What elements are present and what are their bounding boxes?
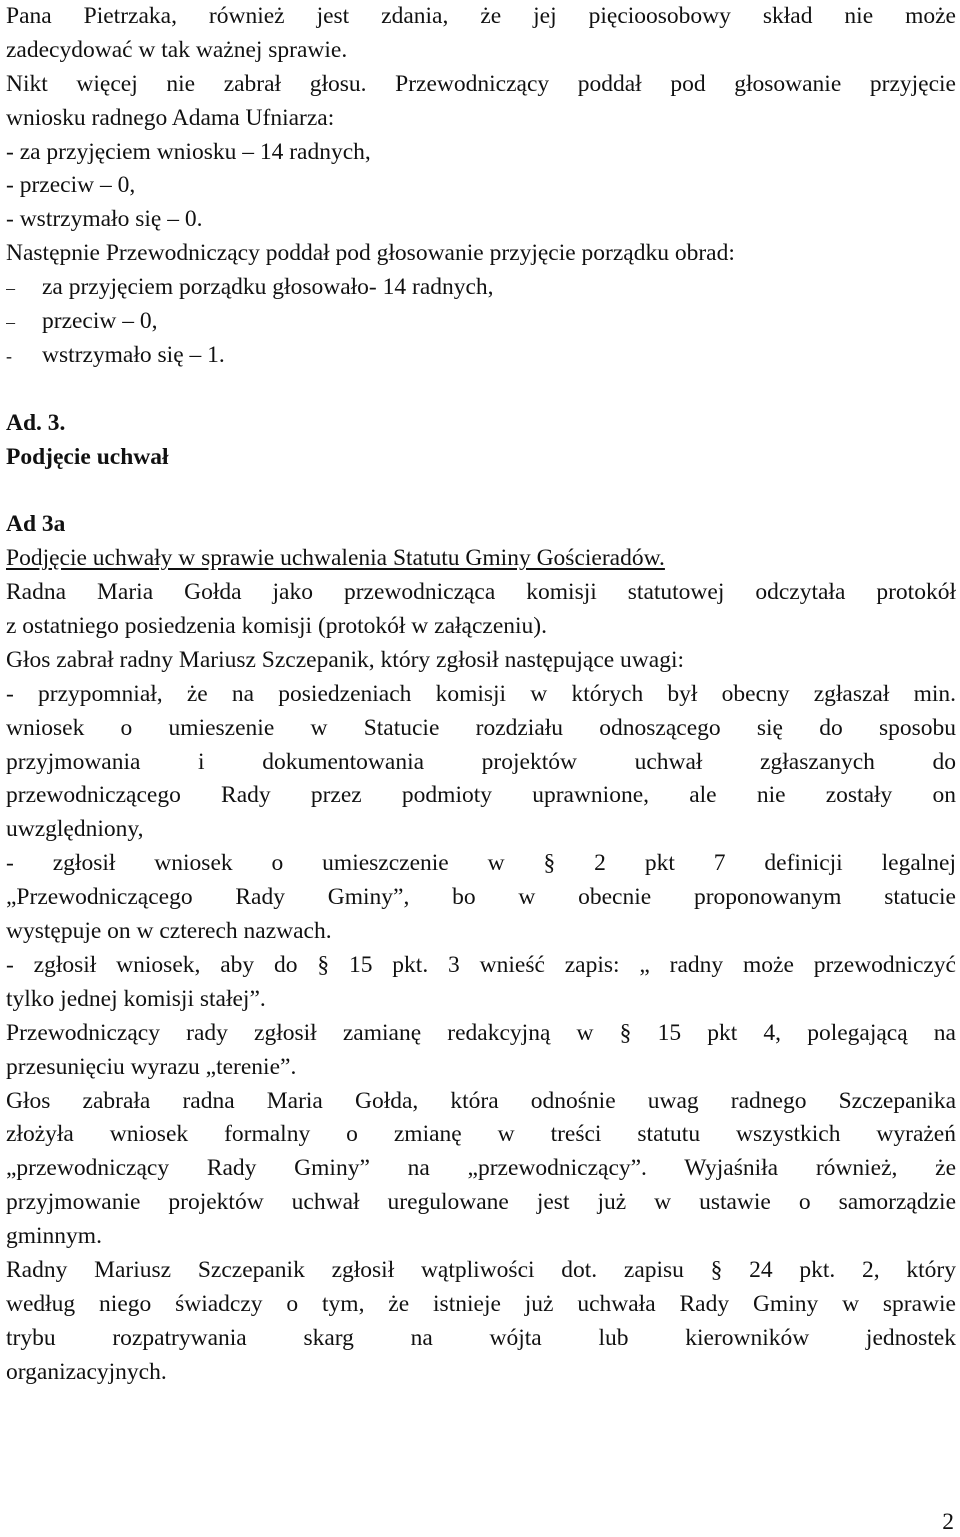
text-line: Pana Pietrzaka, również jest zdania, że jej pięcioosobowy skład nie może (6, 3, 956, 29)
vote-list (6, 271, 956, 373)
text-line: „Przewodniczącego Rady Gminy”, bo w obecnie proponowanym statucie (6, 884, 956, 911)
text-line: Następnie Przewodniczący poddał pod głosowanie przyjęcie porządku obrad: (6, 240, 735, 267)
text-line: złożyła wniosek formalny o zmianę w treści statutu wszystkich wyrażeń (6, 1121, 956, 1148)
text-line: przyjmowanie projektów uchwał uregulowane jest już w ustawie o samorządzie (6, 1189, 956, 1216)
dash-bullet: - (6, 345, 12, 366)
text-line: - za przyjęciem wniosku – 14 radnych, (6, 138, 371, 165)
text-line: Radny Mariusz Szczepanik zgłosił wątpliwości dot. zapisu § 24 pkt. 2, który (6, 1256, 956, 1283)
text-line: Głos zabrał radny Mariusz Szczepanik, który zgłosił następujące uwagi: (6, 646, 685, 673)
text-line: z ostatniego posiedzenia komisji (protokół w załączeniu). (6, 613, 547, 640)
text-line: przewodniczącego Rady przez podmioty uprawnione, ale nie zostały on (6, 782, 956, 809)
text-line: według niego świadczy o tym, że istnieje już uchwała Rady Gminy w sprawie (6, 1290, 956, 1317)
text-line: - zgłosił wniosek o umieszczenie w § 2 pkt 7 definicji legalnej (6, 850, 956, 877)
text-line: tylko jednej komisji stałej”. (6, 985, 266, 1012)
text-line: „przewodniczący Rady Gminy” na „przewodniczący”. Wyjaśniła również, że (6, 1155, 956, 1182)
text-line: Przewodniczący rady zgłosił zamianę redakcyjną w § 15 pkt 4, polegającą na (6, 1019, 956, 1046)
text-line: - wstrzymało się – 0. (6, 206, 203, 233)
vote-item (6, 271, 956, 305)
text-line: trybu rozpatrywania skarg na wójta lub kierowników jednostek (6, 1324, 956, 1351)
document-page (6, 0, 956, 1390)
text-line: Nikt więcej nie zabrał głosu. Przewodniczący poddał pod głosowanie przyjęcie (6, 70, 956, 97)
dash-bullet: – (6, 312, 15, 333)
section-number: Ad. 3. (6, 409, 66, 436)
vote-item-text: wstrzymało się – 1. (42, 341, 225, 368)
subsection-number: Ad 3a (6, 511, 66, 538)
text-line: Głos zabrała radna Maria Gołda, która odnośnie uwag radnego Szczepanika (6, 1087, 956, 1114)
subsection-title: Podjęcie uchwały w sprawie uchwalenia Statutu Gminy Gościeradów. (6, 545, 665, 572)
dash-bullet: – (6, 278, 15, 299)
vote-item-text: przeciw – 0, (42, 308, 158, 335)
text-line: Radna Maria Gołda jako przewodnicząca komisji statutowej odczytała protokół (6, 579, 956, 606)
discussion-paragraphs (6, 576, 956, 1389)
text-line: - przypomniał, że na posiedzeniach komisji w których był obecny zgłaszał min. (6, 680, 956, 707)
text-line: gminnym. (6, 1223, 102, 1250)
text-line: wniosku radnego Adama Ufniarza: (6, 104, 335, 131)
text-line: - zgłosił wniosek, aby do § 15 pkt. 3 wnieść zapis: „ radny może przewodniczyć (6, 951, 956, 978)
text-line: przesunięciu wyrazu „terenie”. (6, 1053, 297, 1080)
text-line: organizacyjnych. (6, 1358, 167, 1385)
vote-item-text: za przyjęciem porządku głosowało- 14 radnych, (42, 274, 494, 301)
text-line: przyjmowania i dokumentowania projektów uchwał zgłaszanych do (6, 748, 956, 775)
spacer (6, 373, 956, 407)
page-number: 2 (942, 1509, 954, 1535)
vote-item (6, 305, 956, 339)
text-line: zadecydować w tak ważnej sprawie. (6, 36, 348, 63)
spacer (6, 474, 956, 508)
vote-item (6, 339, 956, 373)
text-line: - przeciw – 0, (6, 172, 136, 199)
text-line: wniosek o umieszenie w Statucie rozdziału odnoszącego się do sposobu (6, 714, 956, 741)
text-line: występuje on w czterech nazwach. (6, 918, 332, 945)
section-title: Podjęcie uchwał (6, 443, 169, 470)
opening-paragraphs (6, 0, 956, 271)
text-line: uwzględniony, (6, 816, 144, 843)
